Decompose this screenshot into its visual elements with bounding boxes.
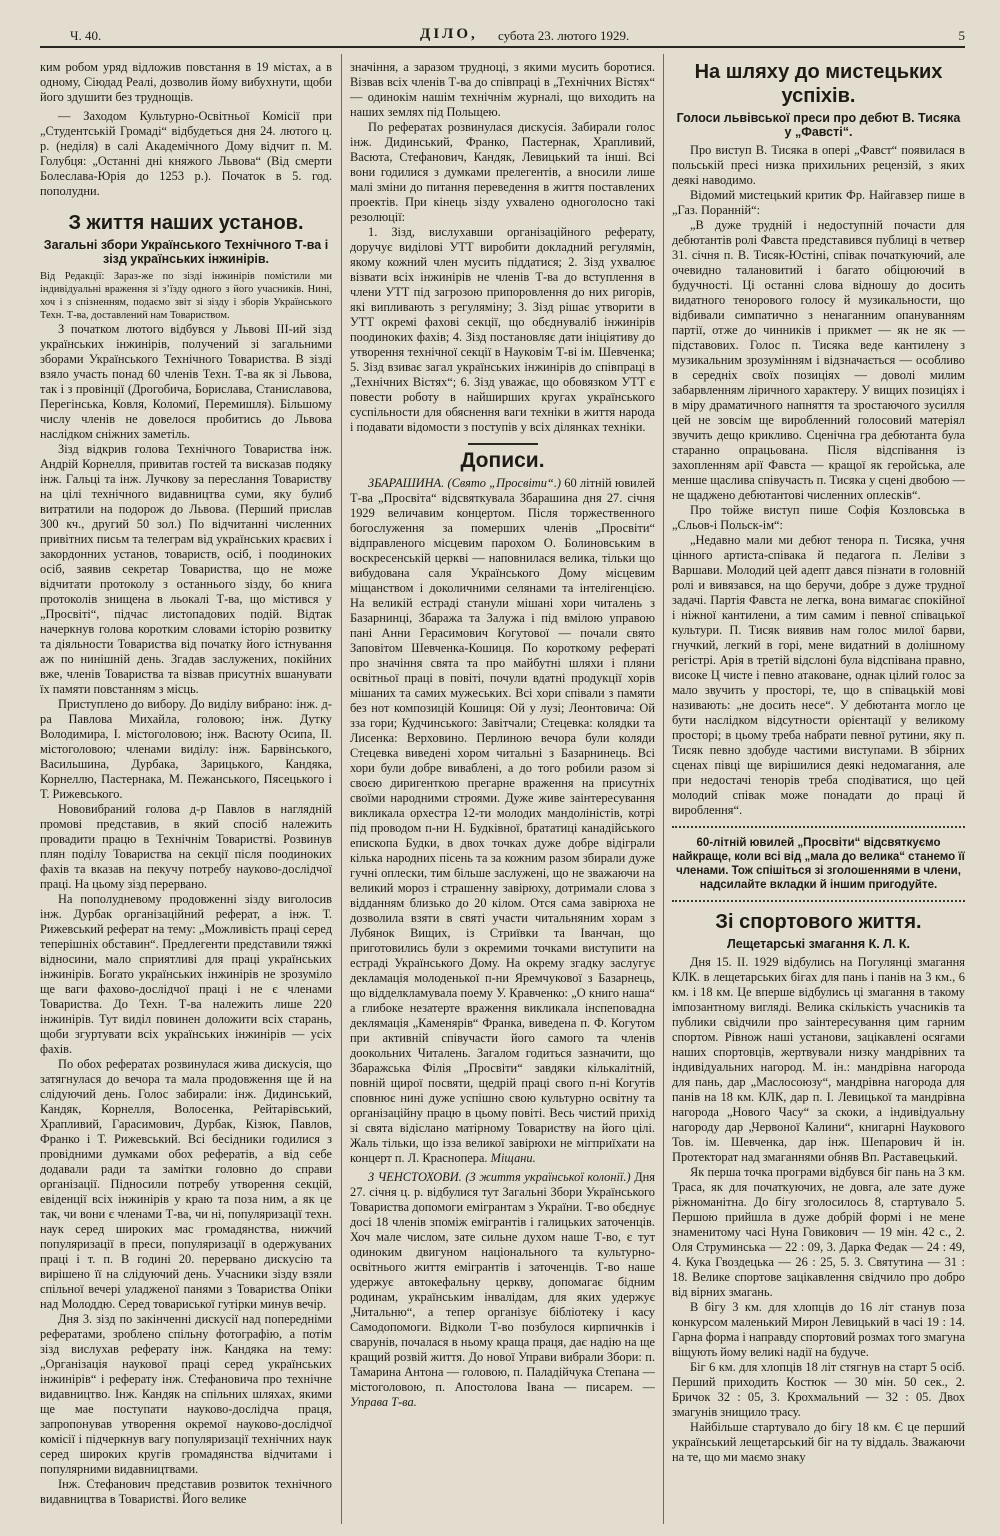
article-paragraph: В бігу 3 км. для хлопців до 16 літ станув поза конкурсом маленький Мирон Левицький в часі 19 : 14. Гарна форма і направду спортовий розмах того змагуна віщують йому великі надії на будуче. bbox=[672, 1300, 965, 1359]
article-paragraph: Як перша точка програми відбувся біг пань на 3 км. Траса, як для початкуючих, не довга, але зате дуже ріжноманітна. До бігу зголосилось 8, стартувало 5. Першою прийшла в дуже добрій формі і не мене знаменитому часі Нуна Говикович — 19 мін. 42 с., 2. Оля Струминська — 22 : 09, 3. Дарка Федак — 24 : 49, 4. Кука Гвоздецька — 26 : 25, 5. З. Святутина — 31 : 18. Велике спортове зацікавлення свідчило про добро від вірних змагань. bbox=[672, 1165, 965, 1299]
article-paragraph: Найбільше стартувало до бігу 18 км. Є це перший український лещетарський біг на ту віддаль. Зважаючи на те, що ми маємо знаку bbox=[672, 1420, 965, 1464]
article-paragraph: Про виступ В. Тисяка в опері „Фавст“ появилася в польській пресі низка прихильних рецензій, з яких деякі наводимо. bbox=[672, 143, 965, 187]
article-subheading: Голоси львівської преси про дебют В. Тисяка у „Фавсті“. bbox=[676, 111, 961, 139]
promo-notice: 60-літній ювилей „Просвіти“ відсвяткуємо найкраще, коли всі від „мала до велика“ станемо її членами. Тож спішіться зі зголошеннями в члени, надсилайте вкладки й іншим пригодуйте. bbox=[672, 837, 965, 891]
article-paragraph: Біг 6 км. для хлопців 18 літ стягнув на старт 5 осіб. Перший приходить Костюк — 30 мін. 50 сек., 2. Бричок 32 : 05, 3. Крохмальний — 32 : 05. Двох змагунів знищило трасу. bbox=[672, 1360, 965, 1419]
section-heading: Зі спортового життя. bbox=[715, 911, 922, 933]
article-paragraph: Нововибраний голова д-р Павлов в наглядній промові представив, в який спосіб належить провадити працю в Технічнім Товаристві. Розвинув плян поділу Товариства на секції після поодиноких фахів та вказав на пекучу потребу науково-дослідчої праці. На цьому зізд перервано. bbox=[40, 802, 332, 891]
section-separator bbox=[468, 443, 538, 445]
quote-paragraph: „В дуже трудній і недоступній почасти для дебютантів ролі Фавста представився публиці в четвер 31. січня п. В. Тисяк-Юстіні, співак початкуючий, але очевидно талановитий і багато обіцюючий в будучності. Ці останні слова відношу до досить видатного тенорового голосу й музикальности, що відбивали симпатично з ненаганним опануванням партії, отже до чинників і прикмет — як не як — підставових. Голос п. Тисяка веде кантилену з музикальним зрозумінням і відзначається — особливо в середніх своїх позиціях — доволі милим забарвленням ліричного характеру. У вищих позиціях і в міру драматичного напняття та зростаючого зусилля цей не зовсім ще виробленний голосовий матеріял звучить дещо крикливо. Сценічна гра дебютанта була старанно опрацьована. Після відспівання із захопленням арії Фавста — кращої як геройська, але менше щаслива співучасть п. Тисяка у сцені двобою — не щаджено дебютантові численних оплесків“. bbox=[672, 218, 965, 502]
newspaper-title: ДІЛО, bbox=[420, 26, 478, 42]
issue-date: субота 23. лютого 1929. bbox=[498, 28, 630, 43]
article-paragraph: Відомий мистецький критик Фр. Найгавзер пише в „Газ. Поранній“: bbox=[672, 188, 965, 217]
section-heading: З життя наших установ. bbox=[68, 212, 304, 234]
article-paragraph: Про тойже виступ пише Софія Козловська в „Сльов-і Польск-ім“: bbox=[672, 503, 965, 532]
article-paragraph: Зізд відкрив голова Технічного Товариства інж. Андрій Корнелля, привитав гостей та висказав подяку інж. Гальці та інж. Лучкову за переслання Товариству на цілі технічного видавництва суми, яку булиб витратили на подорож до Львова. (Перший прислав 300 кч., другий 50 зол.) По відчитанні численних привітних письм та телеграм від українських краєвих і закордонних установ, товариств, осіб, і поодиноких осіб, заявив секретар Товариства, що не може відчитати протоколу з останнього зізду, бо книга протоколів знищена в льокалі Т-ва, що містився у „Просвіті“, підчас листопадових подій. Відтак начеркнув голова коротким словами історію розвитку та діяльности Товариства від початку його істнування аж по нинішній день. Згадав заслужених, покійних вже, членів Товариства та візвав присутніх вшанувати їх памяти повстанням з місць. bbox=[40, 442, 332, 696]
column-divider bbox=[341, 54, 342, 1524]
page-number: 5 bbox=[958, 28, 965, 43]
article-paragraph bbox=[350, 1170, 655, 1410]
article-paragraph: По рефератах розвинулася дискусія. Забирали голос інж. Дидинський, Франко, Пастернак, Храпливий, Васюта, Стефанович, Кандяк, Левицький та інші. Всі вони годилися з думками прелегентів, а вносили лише малі зміни до питання переведення в життя поставлених проектів. При кінець зізду ухвалено одноголосно такі резолюції: bbox=[350, 120, 655, 224]
column-middle bbox=[350, 60, 655, 1528]
signature: Міщани. bbox=[490, 1151, 536, 1165]
dateline: ЗБАРАШИНА. (Свято „Просвіти“.) bbox=[368, 476, 562, 490]
dotted-divider bbox=[672, 826, 965, 828]
column-left bbox=[40, 60, 332, 1528]
article-paragraph bbox=[350, 476, 655, 1166]
dotted-divider bbox=[672, 900, 965, 902]
masthead bbox=[40, 22, 965, 48]
article-body: Дня 27. січня ц. р. відбулися тут Загальні Збори Українського Товариства допомоги емігрантам з України. Т-во обєднує досі 18 членів зпоміж емігрантів і галицьких заточенців. Хоч мале числом, зате сильне духом наше Т-во, є тут одиноким двигуном національного та культурно-освітнього життя емігрантів і заточенців. Т-во наше удержує автокефальну церкву, допомагає бідним родинам, українським інвалідам, для яких удержує „Читальню“, а тепер організує бібліотеку і касу Самодопомоги. Відколи Т-во позбулося кирпичнків і сварунів, почалася в ньому краща праця, дає надію на ще кращий розвій життя. До нової Управи вибрали Збори: п. Тамарина Антона — головою, п. Паладійчука Степана — містоголовою, п. Апостолова Івана — писарем. — bbox=[350, 1170, 655, 1394]
signature: Управа Т-ва. bbox=[350, 1395, 417, 1409]
article-paragraph: На пополудневому продовженні зізду виголосив інж. Дурбак організаційний реферат, а інж. Т. Рижевський реферат на тему: „Можливість праці серед теперішніх обставин“. Предлегенти представили тяжкі відносини, мало сприятливі для праці українських інжинірів. Богато українських інжинірів не зрозуміло ще ваги фахово-дослідчої праці і не є членами Товариства. До Техн. Т-ва належить лише 220 інжинірів. Тут виділ повинен доложити всіх старань, щоби згуртувати всіх українських інжинірів — усіх фахів. bbox=[40, 892, 332, 1056]
article-paragraph: Приступлено до вибору. До виділу вибрано: інж. д-ра Павлова Михайла, головою; інж. Дутку Володимира, І. містоголовою; інж. Васюту Осипа, ІІ. містоголовою; членами виділу: інж. Барвінського, Васильшина, Дурбака, Зарицького, Кандяка, Корнеллю, Пастернака, М. Пежанського, Пясецького і Т. Рижевського. bbox=[40, 697, 332, 801]
editor-note: Від Редакції: Зараз-же по зізді інжинірів помістили ми індивідуальні враження зі з’їзду одного з його учасників. Нині, хоч і з спізненням, подаємо звіт зі зізду і зборів Українського Техн. Т-ва, доставлений нам Товариством. bbox=[40, 271, 332, 321]
article-text: ким робом уряд відложив повстання в 19 містах, а в одному, Сіюдад Реалі, дозволив йому вибухнути, щоби його здушити без труднощів. bbox=[40, 60, 332, 104]
article-subheading: Загальні збори Українського Технічного Т-ва і зізд українських інжинірів. bbox=[43, 238, 329, 266]
article-paragraph: Дня 15. ІІ. 1929 відбулись на Погулянці змагання КЛК. в лещетарських бігах для пань і панів на 3 км., 6 км. і 18 км. Це вперше відбулись ці змагання в такому імпозантному вигляді. Велика скількість учасників та публики свідчили про заінтересування цим гарним спортом. Рівнож наші установи, зацікавлені осягами наших спортовців, жертвували низку мандрівних та індивідуальних нагород. М. ін.: мандрівна нагорода для пань, дар „Маслосоюзу“, мандрівна нагорода для панів на 18 км. КЛК, дар п. І. Левицької та мандрівна нагорода „Нового Часу“ за скоки, а індивідуальну нагороду дар „Червоної Калини“, книгарні Наукового Тов. ім. Шевченка, дар інж. Шепарович й ін. Протекторат над змаганнями обняв Вп. Раставецький. bbox=[672, 955, 965, 1164]
issue-number: Ч. 40. bbox=[70, 28, 102, 43]
article-paragraph: Інж. Стефанович представив розвиток технічного видавництва в Товаристві. Його велике bbox=[40, 1477, 332, 1506]
article-paragraph: По обох рефератах розвинулася жива дискусія, що затягнулася до вечора та мала продовження ще й на слідуючий день. Голос забирали: інж. Дидинський, Кандяк, Корнелля, Волосенка, Рейтарівський, Храпливий, Гарасимович, Дурбак, Кізюк, Павлов, Франко і Т. Рижевський. Всі бесідники годилися з провідними думками обох рефератів, а від себе додавали ради та замітки головно до справи організації. Підносили потребу утворення секцій, евіденції всіх інжинірів у краю та поза ним, а як це так, чи вони є членами Т-ва, чи ні, популяризації техн. наук серед широких мас громадянства, нижчий популяризації в преси, популяризації в одержуваних праці і т. п. В годині 20. перервано дискусію та вирішено її на слідуючий день. Учасники зізду взяли спільної вечері уладженої панями з Товариства Опіки над Молоддю. Серед товариської гутірки минув вечір. bbox=[40, 1057, 332, 1311]
article-body: 60 літній ювилей Т-ва „Просвіта“ відсвяткувала Збарашина дня 27. січня 1929 величавим концертом. Після торжественного богослуження за померших членів „Просвіти“ відправленого місцевим парохом О. Болиновським в воскресенській церкві — наповнилася велика, тільки що вибудована саля Українського Дому місцевим міщанством і доколичними селянами та інтелігенцією. На великій естраді станули мішані хори читалень з Базарнинці, Збаража та Залужа і під вмілою управою пані Анни Герасимович Когутової — почали свято Заповітом Шевченка-Кошиця. По короткому рефераті про значіння свята та про майбутні шляхи і пляни освітньої праці в повіті, почули вдатні продукції хорів мішаних та самих мужеських. Всі хори співали з памяти без нот композицій Кошиця: Ой у лузі; Леонтовича: Ой зза гори; Кудчинського: Завітчали; Стецевка: колядки та Лисенка: Верховино. Перлиною вечора були коляди Стецевка виведені хором читальні з Базарнинець. Всі хори були добре виваблені, а до того робили разом зі своєю диригенткою прегарне враження на присутніх своїми народними строями. Дуже живе заінтересування викликала орхестра 12-ти молодих мандоліністів, котрі під проводом п-ни Н. Будківної, брататиці канадійського епископа Будки, в двох точках дуже добре відіграли кілька народних пісень та за кожним разом збирали дуже гучні оплески, тим більше заслужені, що не зважаючи на великий мороз і страшенну завірюху, дотримали слова з відданням близько до 20 кілом. Отся сама завірюха не дозволила взяти в святі участи читальняним хорам з Лубянок Вищих, із Стриївки та Іванчан, що приготовились були з окремими точками виступити на естраді Українського Дому. На окрему згадку заслугує декламація молоденької п-ни Яремчукової з Базарнець, що відделкламувала поему У. Кравченко: „О книго наша“ а глибоке незатерте враження викликала інспеповадна деклямація „Каменярів“ Франка, виведена п. Ф. Когутом при активній співучасти його самого та членів доокольних Читалень. Загалом годиться зазначити, що Збаражська Філія „Просвіти“ завдяки кількалітній, повній щирої посвяти, щедрій праці свого п-ні Когутів сповнює нині дуже успішно свою культурно освітну та організаційну працю в цьому повіті. Весь чистий прихід зі свята відіслано матірному Товариству на його цілі. Жаль тільки, що ізза великої завірюхи не мігприїхати на концерт п. Л. Краснопера. bbox=[350, 476, 655, 1165]
section-heading-dopysy: Дописи. bbox=[460, 449, 545, 472]
section-heading: На шляху до мистецьких успіхів. bbox=[694, 61, 943, 107]
column-right bbox=[672, 60, 965, 1528]
resolutions-text: 1. Зізд, вислухавши організаційного реферату, доручує виділові УТТ виробити докладний регулямін, якому кожний член мусить піддатися; 2. Зізд ухвалює візвати всіх інжинірів не членів Т-ва до вступлення в члени УТТ під загрозою припоровлення до них ригорів, які випливають з регуляміну; 3. Зізд рішає утворити в УТТ окремі фахові секції, що обєднуваліб інжинірів поодиноких фахів; 4. Зізд постановляє дати ініціятиву до утворення технічної секції в Науковім Т-ві ім. Шевченка; 5. Зізд взиває загал українських інжинірів до співпраці в „Технічних Вістях“; 6. Зізд уважає, що обовязком УТТ є повести роботу в найширших кругах українського суспільности для обяснення ваги техніки в життя народа і подавати відомости з поступів у всіх ділянках техніки. bbox=[350, 225, 655, 434]
dateline: З ЧЕНСТОХОВИ. (З життя української колонії.) bbox=[368, 1170, 631, 1184]
article-paragraph: значіння, а заразом трудноці, з якими мусить боротися. Візвав всіх членів Т-ва до співпраці в „Технічних Вістях“ — одинокім нашім технічнім журналі, що виходить на наших землях під Польщею. bbox=[350, 60, 655, 119]
column-divider bbox=[663, 54, 664, 1524]
notice-text: — Заходом Культурно-Освітньої Комісії при „Студентській Громаді“ відбудеться дня 24. лютого ц. р. (неділя) в салі Академічного Дому відчит п. М. Голубця: „Останні дні княжого Львова“ (Від смерти Болеслава-Юрія до 1253 р.). Початок в 5. год. пополудни. bbox=[40, 109, 332, 198]
article-subheading: Лещетарські змагання К. Л. К. bbox=[727, 937, 910, 951]
quote-paragraph: „Недавно мали ми дебют тенора п. Тисяка, учня цінного артиста-співака й педагога п. Леліви з Варшави. Молодий цей адепт дався пізнати в головній ролі и вивязався, на що беручи, добре з дуже трудної задачі. Партія Фавста не легка, вона вимагає спокійної і ніжної кантилени, а тим самим і певної співацької культури. П. Тисяк виявив нам голос милої барви, гнучкий, легкий в горі, мене видатний в долішному регістрі. Арія в третій відслоні була відспівана правно, високе Ц чисте і певно атаковане, однак цілий голос за мало звучить у просторі, те, що в співацькій мові називають: „не досить несе“. У дебютанта могло це бути наслідком відсутности орієнтації у великому просторі; в цьому треба набрати певної рутини, яку п. Тисяк певно здобуде частими виступами. В збірних сценах півці ще вирішилися деякі недомагання, але при недостачі тенорів треба сподіватися, що цей молодий співак може понадати до праці й вироблення“. bbox=[672, 533, 965, 817]
article-paragraph: Дня 3. зізд по закінченні дискусії над попередніми рефератами, зроблено спільну фотографію, а потім зізд вислухав реферату інж. Кандяка на тему: „Організація наукової праці серед українських інжинірів“ і реферату інж. Стефановича про технічне видавництво. Інж. Кандяк на спільних шляхах, якими ще мае поступати науково-дослідча праця, запропонував утворення окремої науково-дослідчої комісії і підчеркнув вагу популяризації технічних наук серед широких кругів громадянства відчитами і популярними видавництвами. bbox=[40, 1312, 332, 1476]
article-paragraph: З початком лютого відбувся у Львові ІІІ-ий зізд українських інжинірів, получений зі загальними зборами Українського Технічного Товариства. В зізді взяло участь понад 60 членів Техн. Т-ва як зі Львова, так і з провінції (Дрогобича, Борислава, Станиславова, Перегінська, Ковля, Коломиї, Перемишля). Більшому числу членів не довелося пробитись до Львова наслідком сніжних заметіль. bbox=[40, 322, 332, 441]
